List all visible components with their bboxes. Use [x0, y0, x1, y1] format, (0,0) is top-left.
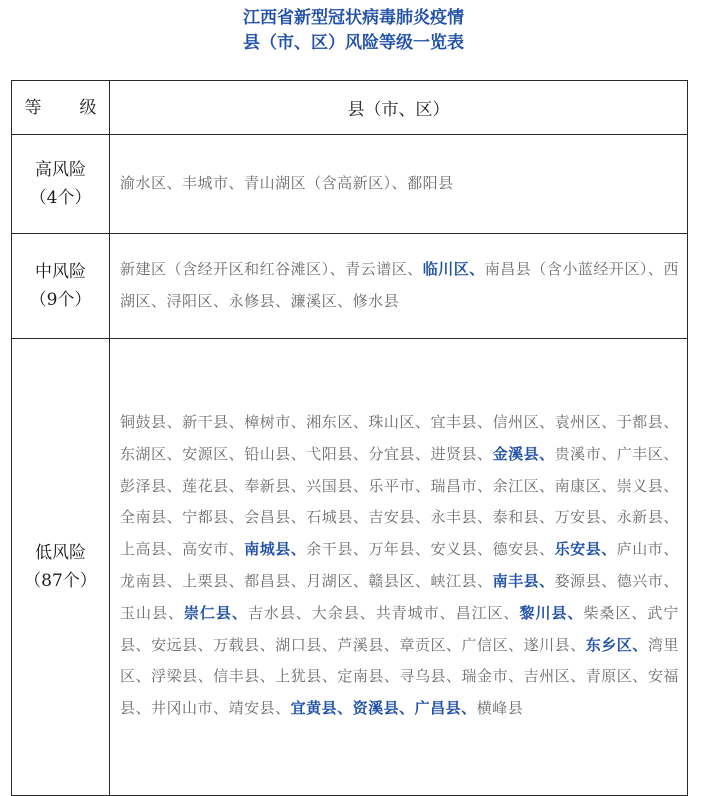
county-item: 珠山区 — [368, 413, 415, 432]
list-separator: 、 — [228, 508, 245, 527]
page-title-line2: 县（市、区）风险等级一览表 — [243, 33, 464, 53]
list-separator: 、 — [383, 635, 400, 654]
county-item: 湾里区 — [120, 635, 679, 686]
list-separator: 、 — [446, 635, 462, 654]
list-separator: 、 — [461, 699, 477, 718]
list-separator: 、 — [275, 699, 291, 718]
list-separator: 、 — [601, 476, 617, 495]
county-item: 青原区 — [585, 667, 633, 686]
county-list-low — [110, 339, 688, 796]
list-separator: 、 — [166, 444, 183, 463]
county-item: 弋阳县 — [306, 444, 353, 463]
list-separator: 、 — [477, 508, 493, 527]
list-separator: 、 — [663, 444, 679, 463]
list-separator: 、 — [228, 444, 245, 463]
list-separator: 、 — [663, 572, 679, 590]
list-separator: 、 — [166, 572, 183, 590]
county-item: 大余县 — [311, 603, 360, 622]
county-item: 广昌县 — [414, 699, 462, 718]
county-item: 武宁县 — [120, 603, 679, 654]
county-item: 广丰区 — [616, 444, 664, 463]
list-separator: 、 — [477, 572, 493, 590]
list-separator: 、 — [321, 667, 338, 686]
county-list-high — [110, 135, 688, 234]
list-separator: 、 — [228, 174, 245, 193]
county-list-medium — [110, 234, 688, 339]
table-header-row — [12, 81, 688, 135]
county-item: 都昌县 — [244, 572, 291, 590]
list-separator: 、 — [663, 413, 679, 432]
list-separator: 、 — [135, 699, 152, 718]
level-label: 低风险 — [35, 543, 86, 563]
county-item: 瑞昌市 — [430, 476, 478, 495]
county-item: 宜黄县 — [290, 699, 338, 718]
county-item: 吉安县 — [368, 508, 415, 527]
table-row-medium-risk — [12, 234, 688, 339]
list-separator: 、 — [383, 667, 400, 686]
county-item: 进贤县 — [430, 444, 478, 463]
county-item: 信州区 — [492, 413, 540, 432]
county-item: 会昌县 — [244, 508, 291, 527]
list-separator: 、 — [663, 476, 679, 495]
list-separator: 、 — [414, 444, 431, 463]
list-separator: 、 — [290, 508, 307, 527]
list-separator: 、 — [663, 508, 679, 527]
list-separator: 、 — [352, 413, 369, 432]
county-item: 袁州区 — [554, 413, 602, 432]
list-separator: 、 — [601, 413, 617, 432]
list-separator: 、 — [601, 444, 617, 463]
county-item: 安义县 — [430, 540, 478, 559]
list-separator: 、 — [167, 603, 184, 622]
county-item: 南康区 — [554, 476, 602, 495]
list-separator: 、 — [570, 667, 586, 686]
list-separator: 、 — [632, 667, 648, 686]
county-item: 吉州区 — [523, 667, 571, 686]
county-item: 乐安县 — [554, 540, 602, 559]
county-item: 安福县 — [120, 667, 679, 718]
list-separator: 、 — [197, 635, 214, 654]
list-separator: 、 — [391, 174, 408, 193]
county-item: 芦溪县 — [337, 635, 384, 654]
county-item: 高安市 — [182, 540, 229, 559]
county-item: 共青城市 — [375, 603, 440, 622]
county-item: 寻乌县 — [399, 667, 446, 686]
list-separator: 、 — [135, 667, 152, 686]
county-item: 上犹县 — [275, 667, 322, 686]
county-item: 莲花县 — [182, 476, 229, 495]
list-separator: 、 — [352, 508, 369, 527]
list-separator: 、 — [337, 699, 353, 718]
list-separator: 、 — [135, 635, 152, 654]
level-count: （9个） — [29, 290, 92, 310]
list-separator: 、 — [407, 260, 423, 279]
county-item: 德兴市 — [616, 572, 664, 590]
list-separator: 、 — [290, 413, 307, 432]
list-separator: 、 — [570, 635, 586, 654]
county-item: 石城县 — [306, 508, 353, 527]
table-row-low-risk — [12, 339, 688, 796]
county-item: 南昌县（含小蓝经开区） — [484, 260, 648, 279]
list-separator: 、 — [329, 260, 346, 279]
list-separator: 、 — [359, 603, 376, 622]
county-item: 余江区 — [492, 476, 540, 495]
list-separator: 、 — [663, 540, 679, 559]
county-item: 安远县 — [151, 635, 198, 654]
list-separator: 、 — [601, 508, 617, 527]
list-separator: 、 — [337, 292, 353, 310]
county-item: 乐平市 — [368, 476, 415, 495]
list-separator: 、 — [231, 603, 248, 622]
county-item: 临川区 — [422, 260, 470, 279]
county-item: 玉山县 — [120, 603, 168, 622]
list-separator: 、 — [446, 667, 462, 686]
list-separator: 、 — [477, 540, 493, 559]
county-item: 渝水区 — [120, 174, 167, 193]
list-separator: 、 — [166, 508, 183, 527]
list-separator: 、 — [414, 572, 431, 590]
county-item: 东湖区 — [120, 444, 167, 463]
county-item: 铜鼓县 — [120, 413, 167, 432]
list-separator: 、 — [539, 476, 555, 495]
county-item: 井冈山市 — [151, 699, 214, 718]
county-item: 铅山县 — [244, 444, 291, 463]
county-item: 于都县 — [616, 413, 664, 432]
county-item: 丰城市 — [182, 174, 229, 193]
level-cell-low — [12, 339, 110, 796]
county-item: 青云谱区 — [345, 260, 408, 279]
list-separator: 、 — [601, 540, 617, 559]
list-separator: 、 — [295, 603, 312, 622]
list-separator: 、 — [539, 572, 555, 590]
county-item: 信丰县 — [213, 667, 260, 686]
list-separator: 、 — [477, 476, 493, 495]
level-label: 中风险 — [35, 262, 86, 282]
county-item: 上高县 — [120, 540, 167, 559]
list-separator: 、 — [352, 540, 369, 559]
list-separator: 、 — [508, 667, 524, 686]
list-separator: 、 — [321, 635, 338, 654]
county-item: 南丰县 — [492, 572, 540, 590]
list-separator: 、 — [632, 635, 648, 654]
county-item: 峡江县 — [430, 572, 478, 590]
list-separator: 、 — [228, 413, 245, 432]
list-separator: 、 — [508, 635, 524, 654]
level-cell-medium — [12, 234, 110, 339]
county-item: 新干县 — [182, 413, 229, 432]
county-item: 贵溪市 — [554, 444, 602, 463]
list-separator: 、 — [414, 508, 431, 527]
county-item: 全南县 — [120, 508, 167, 527]
county-item: 吉水县 — [247, 603, 296, 622]
county-item: 瑞金市 — [461, 667, 509, 686]
list-separator: 、 — [290, 572, 307, 590]
county-item: 兴国县 — [306, 476, 353, 495]
county-item: 永新县 — [616, 508, 664, 527]
list-separator: 、 — [213, 699, 229, 718]
county-item: 新建区（含经开区和红谷滩区） — [120, 260, 330, 279]
county-item: 宁都县 — [182, 508, 229, 527]
county-item: 上栗县 — [182, 572, 229, 590]
header-level-char2: 级 — [79, 97, 97, 118]
county-item: 西湖区 — [120, 260, 679, 310]
list-separator: 、 — [414, 476, 431, 495]
list-separator: 、 — [539, 508, 555, 527]
level-count: （4个） — [29, 188, 92, 208]
list-separator: 、 — [539, 413, 555, 432]
header-counties: 县（市、区） — [110, 81, 688, 135]
county-item: 广信区 — [461, 635, 509, 654]
list-separator: 、 — [290, 540, 307, 559]
page-title-line1: 江西省新型冠状病毒肺炎疫情 — [243, 8, 464, 28]
list-separator: 、 — [228, 476, 245, 495]
county-item: 万年县 — [368, 540, 415, 559]
county-item: 黎川县 — [519, 603, 568, 622]
county-item: 崇仁县 — [183, 603, 232, 622]
table-row-high-risk — [12, 135, 688, 234]
county-item: 德安县 — [492, 540, 540, 559]
county-item: 湘东区 — [306, 413, 353, 432]
list-separator: 、 — [539, 540, 555, 559]
list-separator: 、 — [477, 413, 493, 432]
risk-level-table — [11, 80, 688, 796]
list-separator: 、 — [275, 292, 291, 310]
list-separator: 、 — [414, 540, 431, 559]
list-separator: 、 — [469, 260, 485, 279]
county-item: 资溪县 — [352, 699, 400, 718]
list-separator: 、 — [259, 667, 276, 686]
list-separator: 、 — [213, 292, 229, 310]
county-item: 余干县 — [306, 540, 353, 559]
county-item: 章贡区 — [399, 635, 446, 654]
county-item: 奉新县 — [244, 476, 291, 495]
county-item: 泰和县 — [492, 508, 540, 527]
list-separator: 、 — [414, 413, 431, 432]
county-item: 龙南县 — [120, 572, 167, 590]
county-item: 靖安县 — [228, 699, 276, 718]
county-item: 东乡区 — [585, 635, 633, 654]
header-level-char1: 等 — [24, 97, 42, 118]
level-label: 高风险 — [35, 160, 86, 180]
county-item: 遂川县 — [523, 635, 571, 654]
list-separator: 、 — [228, 540, 245, 559]
list-separator: 、 — [228, 572, 245, 590]
list-separator: 、 — [259, 635, 276, 654]
county-item: 浔阳区 — [166, 292, 214, 310]
list-separator: 、 — [539, 444, 555, 463]
county-item: 分宜县 — [368, 444, 415, 463]
county-item: 永丰县 — [430, 508, 478, 527]
list-separator: 、 — [197, 667, 214, 686]
county-item: 鄱阳县 — [407, 174, 454, 193]
list-separator: 、 — [166, 476, 183, 495]
county-item: 宜丰县 — [430, 413, 478, 432]
list-separator: 、 — [352, 476, 369, 495]
county-item: 横峰县 — [476, 699, 524, 718]
list-separator: 、 — [151, 292, 167, 310]
level-count: （87个） — [24, 571, 97, 591]
county-item: 庐山市 — [616, 540, 664, 559]
list-separator: 、 — [601, 572, 617, 590]
county-item: 婺源县 — [554, 572, 602, 590]
level-cell-high — [12, 135, 110, 234]
county-item: 昌江区 — [455, 603, 504, 622]
county-item: 万载县 — [213, 635, 260, 654]
county-item: 南城县 — [244, 540, 291, 559]
list-separator: 、 — [647, 260, 664, 279]
list-separator: 、 — [399, 699, 415, 718]
list-separator: 、 — [477, 444, 493, 463]
list-separator: 、 — [352, 572, 369, 590]
county-item: 湖口县 — [275, 635, 322, 654]
list-separator: 、 — [503, 603, 520, 622]
list-separator: 、 — [631, 603, 648, 622]
list-separator: 、 — [352, 444, 369, 463]
county-item: 柴桑区 — [583, 603, 632, 622]
county-item: 修水县 — [352, 292, 400, 310]
county-item: 彭泽县 — [120, 476, 167, 495]
county-item: 万安县 — [554, 508, 602, 527]
county-item: 永修县 — [228, 292, 276, 310]
list-separator: 、 — [166, 413, 183, 432]
county-item: 青山湖区（含高新区） — [244, 174, 392, 193]
header-level — [12, 81, 110, 135]
county-item: 赣县区 — [368, 572, 415, 590]
county-item: 浮梁县 — [151, 667, 198, 686]
list-separator: 、 — [166, 174, 183, 193]
county-item: 定南县 — [337, 667, 384, 686]
list-separator: 、 — [290, 476, 307, 495]
list-separator: 、 — [439, 603, 456, 622]
county-item: 金溪县 — [492, 444, 540, 463]
list-separator: 、 — [290, 444, 307, 463]
county-item: 月湖区 — [306, 572, 353, 590]
county-item: 樟树市 — [244, 413, 291, 432]
list-separator: 、 — [567, 603, 584, 622]
county-item: 安源区 — [182, 444, 229, 463]
county-item: 崇义县 — [616, 476, 664, 495]
list-separator: 、 — [166, 540, 183, 559]
county-item: 濂溪区 — [290, 292, 338, 310]
